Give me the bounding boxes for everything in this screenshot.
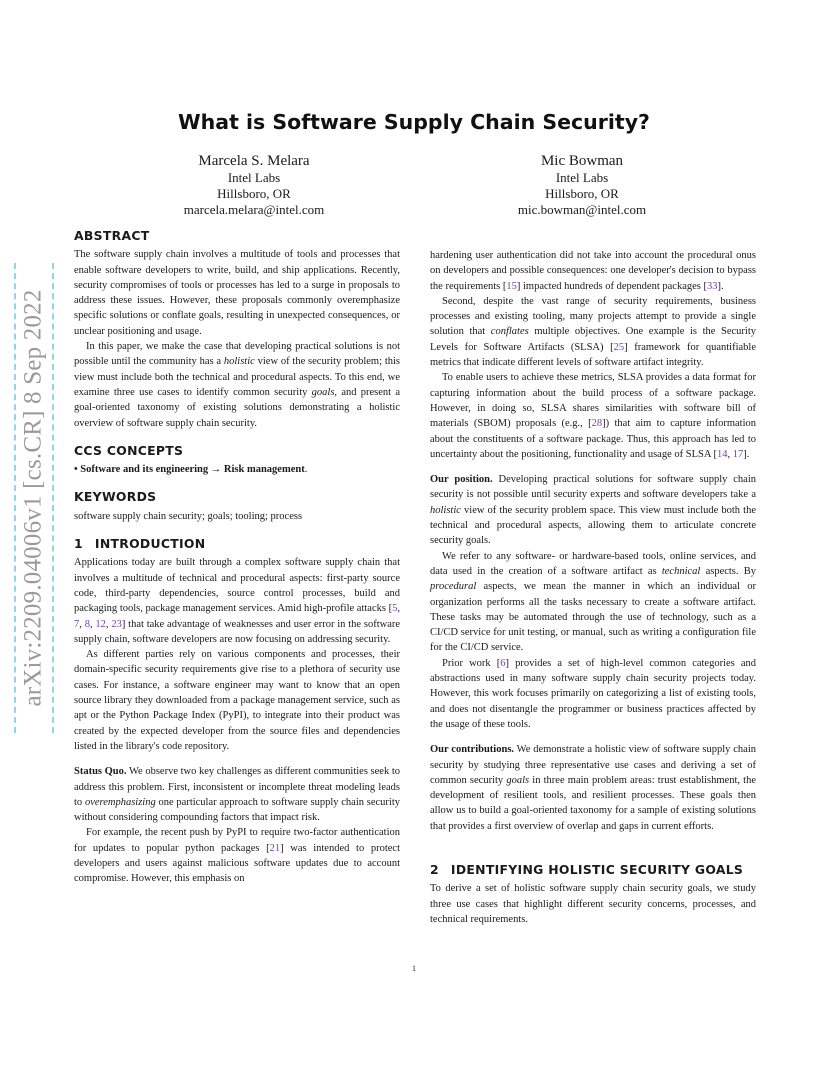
body-paragraph: To enable users to achieve these metrics, SLSA provides a data format for capturing information about the build process of a software package. However, in doing so, SLSA shares similarities with software bill of materials (SBOM) proposals (e.g., [28]) that aim to capture information about the constituents of a software package. Thus, this approach has led to uncertainty about the positioning, functionality and usage of SLSA [14, 17].	[430, 372, 757, 460]
abstract-paragraph: The software supply chain involves a multitude of tools and processes that enable software developers to write, build, and ship applications. Recently, security compromises of tools or processes has led to a surge in proposals to address these issues. However, these proposals commonly overemphasize specific solutions or conflate goals, resulting in unexpected consequences, or unclear positioning and usage.	[74, 249, 400, 337]
author-email: mic.bowman@intel.com	[517, 202, 647, 217]
ccs-text: • Software and its engineering → Risk management.	[74, 464, 308, 476]
contributions-paragraph: Our contributions. We demonstrate a holistic view of software supply chain security by studying three representative use cases and deriving a set of common security goals in three main problem areas: trust establishment, the development of resilient tools, and resilient processes. These goals then allow us to build a goal-oriented taxonomy for a sample of existing solutions that provides a first overview of overlap and gaps in current efforts.	[430, 744, 757, 832]
intro-paragraph: Applications today are built through a complex software supply chain that involves a multitude of technical and procedural aspects: first-party source code, third-party dependencies, source control processes, build and packaging tools, package management services. Amid high-profile attacks [5, 7, 8, 12, 23] that take advantage of weaknesses and user error in the software supply chain, software developers are now focusing on addressing security.	[74, 557, 401, 645]
keywords-heading: KEYWORDS	[74, 489, 157, 505]
author-name: Marcela S. Melara	[198, 153, 310, 169]
ccs-heading: CCS CONCEPTS	[74, 442, 184, 458]
author-location: Hillsboro, OR	[545, 186, 619, 201]
body-paragraph: Second, despite the vast range of security requirements, business processes and existing tooling, many projects attempt to provide a single solution that conflates multiple objectives. One example is the Security Levels for Software Artifacts (SLSA) [25] framework for quantifiable metrics that indicate different levels of software artifact integrity.	[430, 295, 756, 369]
right-column	[430, 248, 756, 927]
position-paragraph: Our position. Developing practical solutions for software supply chain security is not possible until security experts and software developers take a holistic view of the security problem space. This view must include both the technical and procedural aspects, allowing them to articulate concrete security goals.	[430, 474, 757, 547]
status-quo-paragraph: Status Quo. We observe two key challenges as different communities seek to address this problem. First, inconsistent or incomplete threat modeling leads to overemphasizing one particular approach to software supply chain security without considering compounding factors that impact risk.	[74, 766, 401, 824]
abstract-paragraph: In this paper, we make the case that developing practical solutions is not possible until the community has a holistic view of the security problem; this view must include both the technical and procedural aspects. To this end, we examine three use cases to identify common security goals, and present a goal-oriented taxonomy of existing solutions demonstrating a holistic overview of software supply chain security.	[74, 341, 400, 429]
paper-title: What is Software Supply Chain Security?	[178, 110, 650, 134]
arxiv-watermark	[14, 263, 54, 733]
keywords-text: software supply chain security; goals; tooling; process	[74, 510, 303, 522]
author-block	[124, 152, 384, 218]
body-paragraph: We refer to any software- or hardware-based tools, online services, and data used in the creation of a software artifact as technical aspects. By procedural aspects, we mean the manner in which an individual or organization performs all the tasks necessary to create a software artifact. These tasks may be automated through the use of technology, such as a CI/CD service for unit testing, or manual, such as writing a configuration file for the CI/CD service.	[430, 550, 756, 654]
author-location: Hillsboro, OR	[217, 186, 291, 201]
author-block	[452, 152, 712, 218]
section-heading: 2 IDENTIFYING HOLISTIC SECURITY GOALS	[430, 861, 744, 877]
body-paragraph: To derive a set of holistic software supply chain security goals, we study three use cases that highlight different security concerns, processes, and technical requirements.	[430, 883, 756, 925]
intro-paragraph: As different parties rely on various components and processes, their domain-specific security requirements give rise to a plethora of security use cases. For instance, a software engineer may want to know that an open source library they downloaded from a package management service, such as apt or the Python Package Index (PyPI), to integrate into their product was created by the expected developer from the source files and dependencies listed in the library's code repository.	[74, 649, 400, 752]
page-number: 1	[412, 964, 416, 973]
left-column	[74, 228, 400, 887]
abstract-heading: ABSTRACT	[74, 228, 150, 243]
author-name: Mic Bowman	[540, 153, 624, 169]
intro-paragraph: For example, the recent push by PyPI to require two-factor authentication for updates to popular python packages [21] was intended to protect developers and users against malicious software updates due to account compromise. However, this emphasis on	[74, 827, 400, 885]
author-affiliation: Intel Labs	[227, 170, 281, 185]
arxiv-id: arXiv:2209.04006v1 [cs.CR] 8 Sep 2022	[20, 289, 47, 707]
body-paragraph: hardening user authentication did not take into account the procedural onus on developers and possible consequences: one developer's decision to bypass the requirements [15] impacted hundreds of dependent packages [33].	[430, 250, 756, 292]
author-email: marcela.melara@intel.com	[183, 202, 325, 217]
body-paragraph: Prior work [6] provides a set of high-level common categories and abstractions used in many software supply chain security projects today. However, this work focuses primarily on categorizing a list of existing tools, and does not disentangle the programmer or business practices affected by the usage of these tools.	[430, 657, 757, 730]
section-heading: 1 INTRODUCTION	[74, 536, 206, 552]
author-affiliation: Intel Labs	[555, 170, 609, 185]
